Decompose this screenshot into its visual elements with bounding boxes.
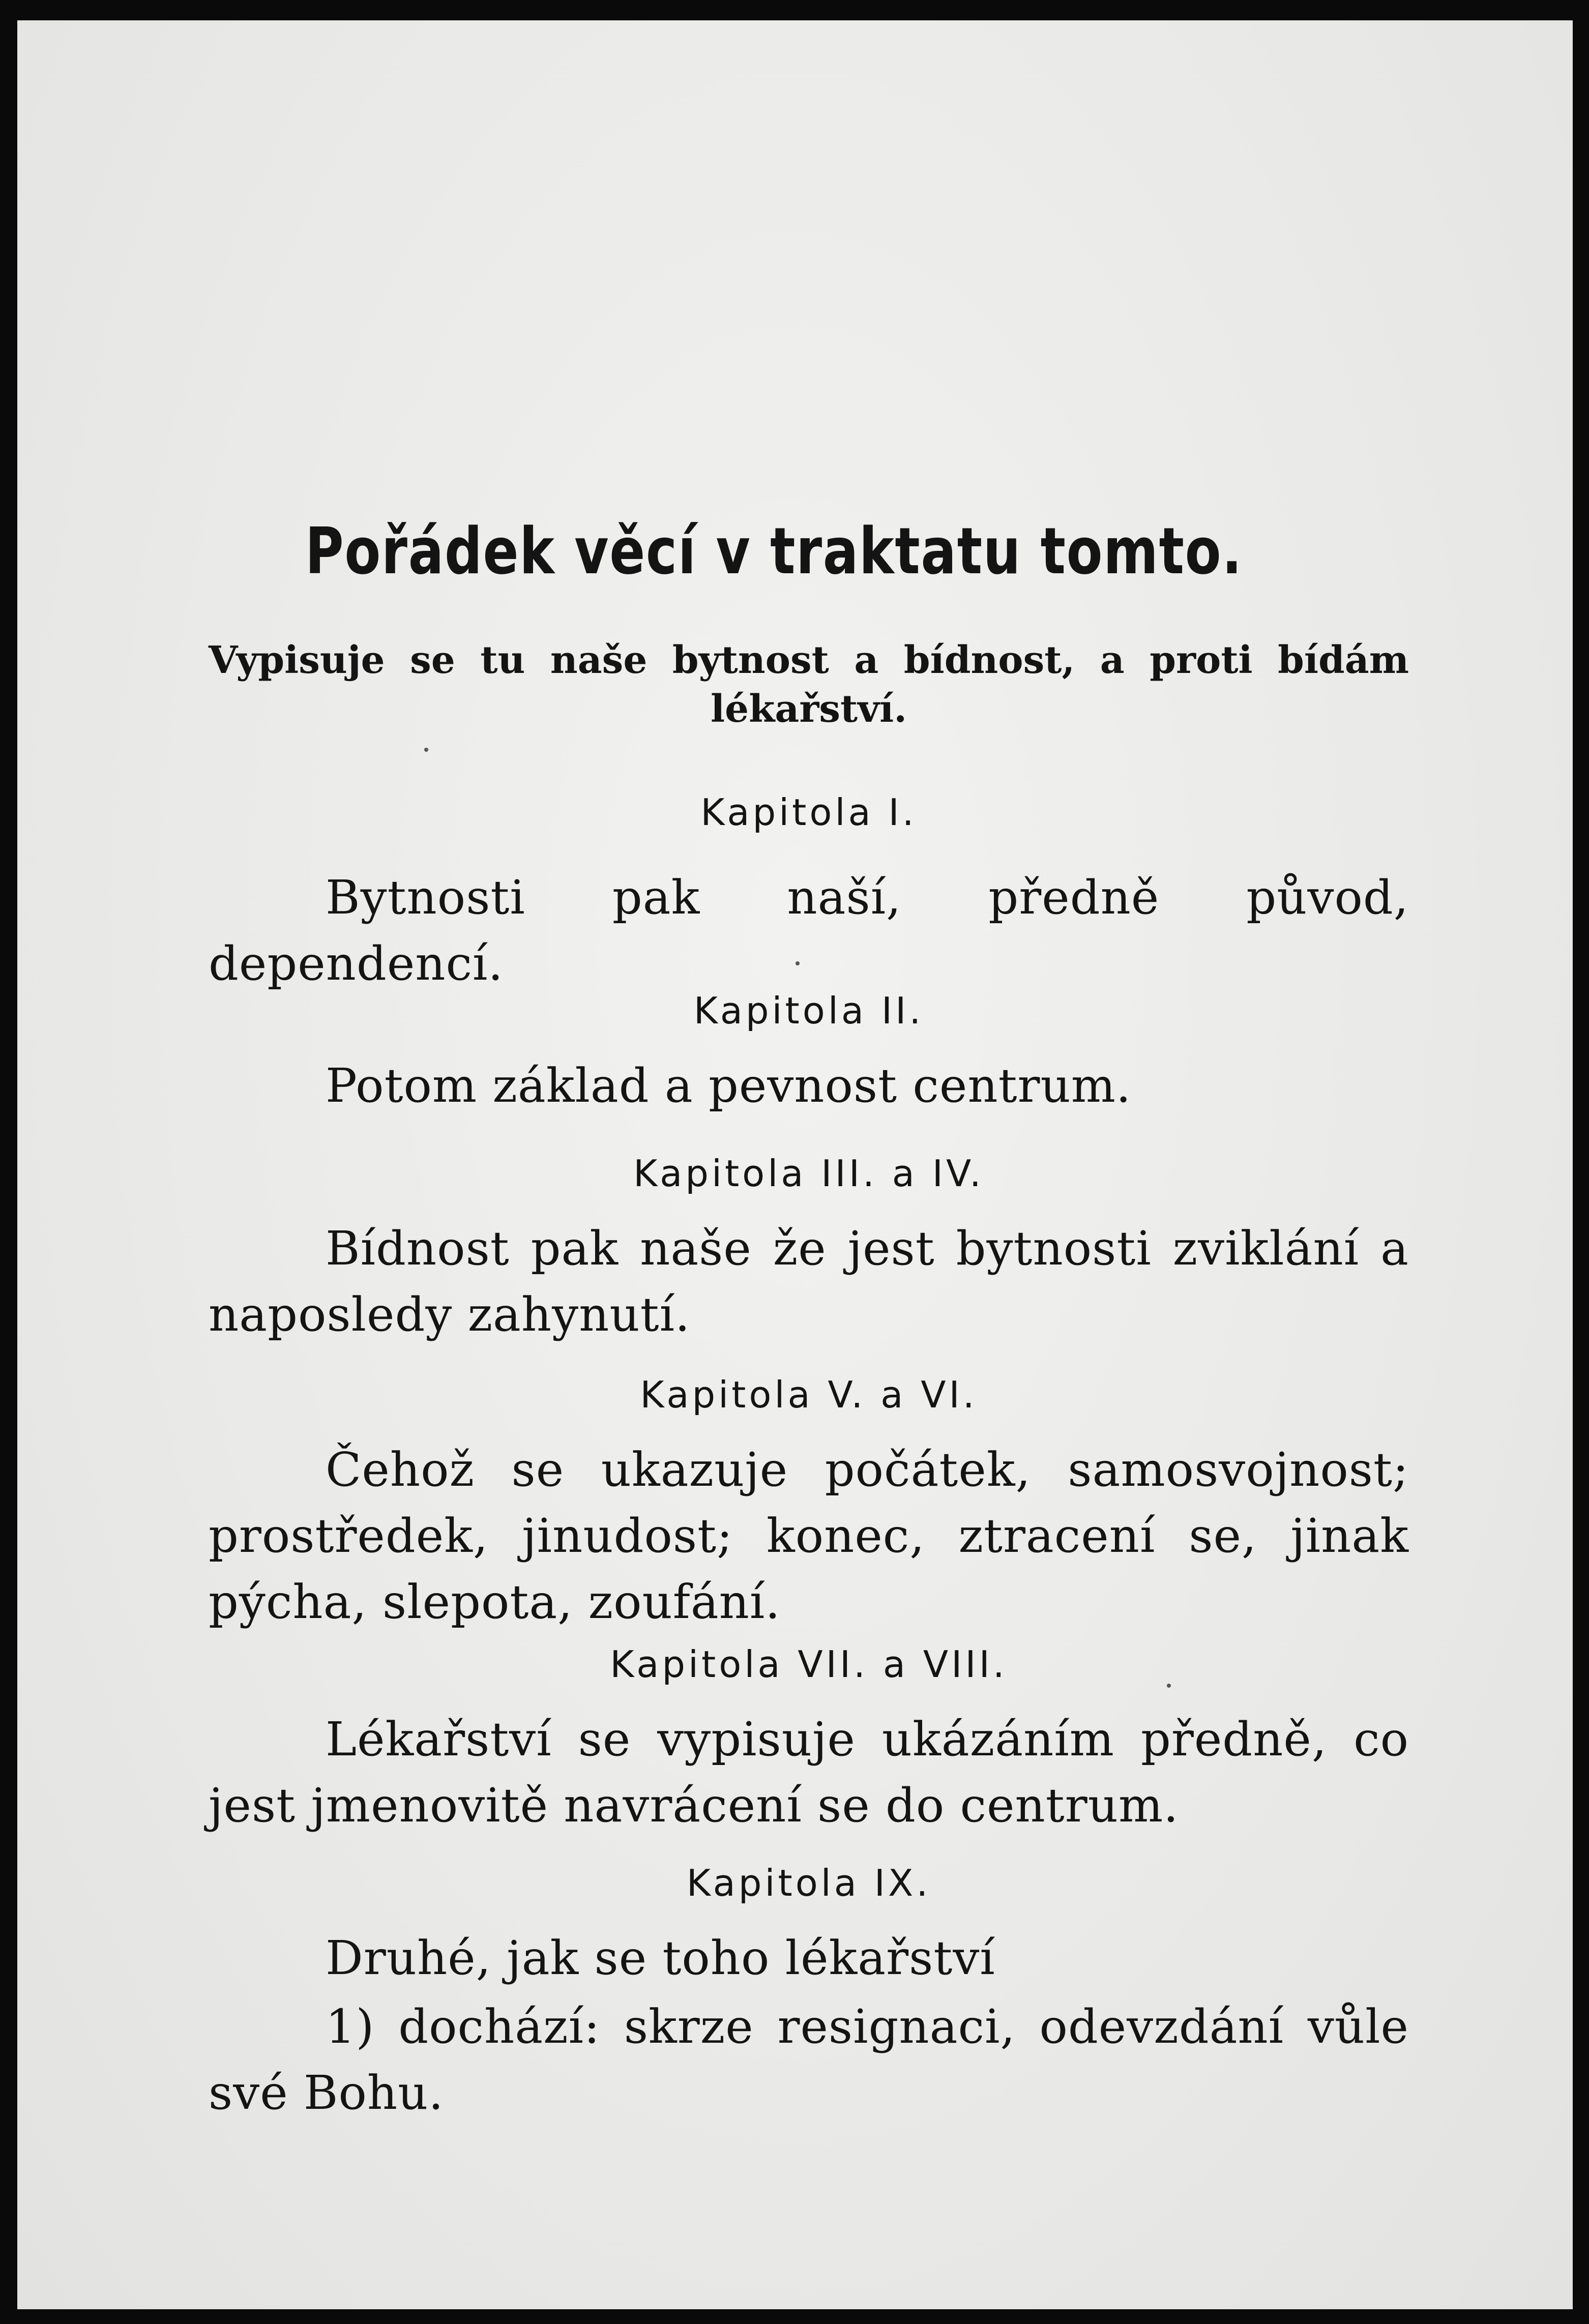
chapter-heading-2: Kapitola II. — [693, 989, 924, 1032]
paragraph-4: Čehož se ukazuje počátek, samosvojnost; prostředek, jinudost; konec, ztracení se, jinak pýcha, slepota, zoufání. — [209, 1443, 1409, 1629]
page-title: Pořádek věcí v traktatu tomto. — [305, 514, 1243, 589]
page-speck — [424, 748, 428, 752]
paragraph-2: Potom základ a pevnost centrum. — [326, 1058, 1132, 1113]
subtitle: Vypisuje se tu naše bytnost a bídnost, a proti bídám lékařství. — [209, 638, 1409, 731]
chapter-heading-1: Kapitola I. — [700, 791, 917, 834]
paragraph-7: 1) dochází: skrze resignaci, odevzdání vůle své Bohu. — [209, 1999, 1409, 2120]
chapter-heading-4: Kapitola V. a VI. — [640, 1373, 978, 1416]
paragraph-5: Lékařství se vypisuje ukázáním předně, co jest jmenovitě navrácení se do centrum. — [209, 1712, 1409, 1833]
chapter-heading-5: Kapitola VII. a VIII. — [610, 1643, 1008, 1686]
chapter-heading-3: Kapitola III. a IV. — [633, 1152, 984, 1195]
paragraph-6: Druhé, jak se toho lékařství — [326, 1931, 995, 1985]
paragraph-1: Bytnosti pak naší, předně původ, dependencí. — [209, 870, 1409, 991]
paragraph-3: Bídnost pak naše že jest bytnosti zviklání a naposledy zahynutí. — [209, 1221, 1409, 1342]
chapter-heading-6: Kapitola IX. — [686, 1862, 931, 1904]
